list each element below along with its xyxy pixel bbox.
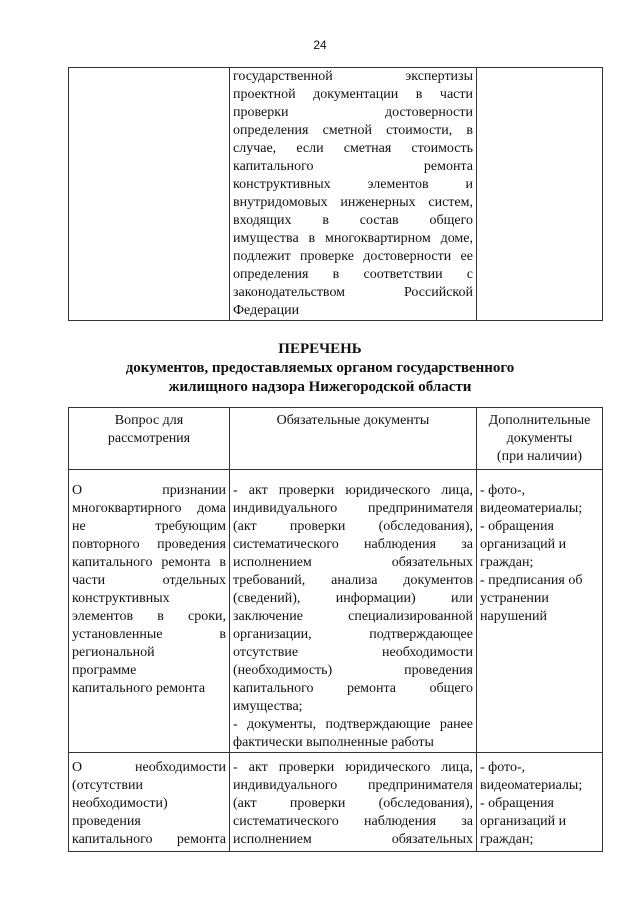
text-line: многоквартирного дома [72, 501, 226, 516]
text-line: систематического наблюдения за [233, 814, 473, 829]
text-line: государственной экспертизы [233, 69, 473, 84]
heading-line: жилищного надзора Нижегородской области [168, 379, 472, 395]
text-line: элементов в сроки, [72, 609, 226, 624]
text-line: индивидуального предпринимателя [233, 501, 473, 516]
text-line: устранении [480, 591, 549, 606]
text-line: проведения [72, 814, 141, 829]
text-line: (сведений), информации) или [233, 591, 473, 606]
text-line: (акт проверки (обследования), [233, 519, 473, 534]
text-line: документы [506, 431, 573, 446]
text-line: - фото-, [480, 483, 526, 498]
text-line: организации, подтверждающее [233, 627, 473, 642]
text-line: нарушений [480, 609, 547, 624]
text-line: определения в соответствии с [233, 267, 473, 282]
text-line: видеоматериалы; [480, 778, 583, 793]
text-line: повторного проведения [72, 537, 226, 552]
text-line: требований, анализа документов [233, 573, 473, 588]
text-line: капитального ремонта [72, 681, 206, 696]
text-line: - обращения [480, 796, 554, 811]
text-line: граждан; [480, 555, 534, 570]
text-line: региональной [72, 645, 155, 660]
text-line: отсутствие необходимости [233, 645, 473, 660]
text-line: - предписания об [480, 573, 583, 588]
text-line: проектной документации в части [233, 87, 473, 102]
text-line: (акт проверки (обследования), [233, 796, 473, 811]
column-header-required [230, 408, 477, 470]
text-line: Федерации [233, 303, 300, 318]
additional-docs-cell [477, 470, 603, 753]
continuation-cell-right [477, 68, 603, 321]
text-line: не требующим [72, 519, 226, 534]
text-line: индивидуального предпринимателя [233, 778, 473, 793]
text-line: проверки достоверности [233, 105, 473, 120]
text-line: установленные в [72, 627, 226, 642]
text-line: Вопрос для [114, 413, 184, 428]
text-line: капитального ремонта [233, 159, 473, 174]
text-line: входящих в состав общего [233, 213, 473, 228]
text-line: организаций и [480, 537, 567, 552]
text-line: имущества; [233, 699, 303, 714]
text-line: (отсутствии [72, 778, 144, 793]
text-line: Дополнительные [488, 413, 591, 428]
heading-line: документов, предоставляемых органом государственного [125, 360, 515, 376]
text-line: внутридомовых инженерных систем, [233, 195, 473, 210]
text-line: О необходимости [72, 760, 226, 775]
text-line: исполнением обязательных [233, 555, 473, 570]
text-line: систематического наблюдения за [233, 537, 473, 552]
question-cell [69, 753, 230, 852]
table-row [69, 470, 603, 753]
text-line: фактически выполненные работы [233, 735, 434, 750]
list-heading [0, 340, 640, 397]
text-line: - документы, подтверждающие ранее [233, 717, 473, 732]
text-line: определения сметной стоимости, в [233, 123, 473, 138]
additional-docs-cell [477, 753, 603, 852]
text-line: части отдельных [72, 573, 226, 588]
required-docs-cell [230, 753, 477, 852]
text-line: - акт проверки юридического лица, [233, 760, 473, 775]
text-line: - акт проверки юридического лица, [233, 483, 473, 498]
table-header-row [69, 408, 603, 470]
text-line: исполнением обязательных [233, 832, 473, 847]
text-line: (при наличии) [496, 449, 583, 464]
text-line: конструктивных [72, 591, 170, 606]
text-line: Обязательные документы [276, 413, 430, 428]
text-line: подлежит проверке достоверности ее [233, 249, 473, 264]
documents-table [68, 407, 603, 852]
page-number: 24 [313, 38, 327, 52]
table-row [69, 68, 603, 321]
required-docs-cell [230, 470, 477, 753]
text-line: имущества в многоквартирном доме, [233, 231, 473, 246]
text-line: необходимости) [72, 796, 168, 811]
text-line: случае, если сметная стоимость [233, 141, 473, 156]
text-line: организаций и [480, 814, 567, 829]
heading-title: ПЕРЕЧЕНЬ [278, 341, 362, 357]
continuation-cell-middle [230, 68, 477, 321]
text-line: капитального ремонта общего [233, 681, 473, 696]
text-line: граждан; [480, 832, 534, 847]
text-line: рассмотрения [107, 431, 191, 446]
text-line: видеоматериалы; [480, 501, 583, 516]
question-cell [69, 470, 230, 753]
text-line: конструктивных элементов и [233, 177, 473, 192]
text-line: - обращения [480, 519, 554, 534]
text-line: - фото-, [480, 760, 526, 775]
text-line: (необходимость) проведения [233, 663, 473, 678]
text-line: О признании [72, 483, 226, 498]
continuation-table [68, 67, 603, 321]
column-header-additional [477, 408, 603, 470]
text-line: капитального ремонта в [72, 555, 226, 570]
continuation-cell-left [69, 68, 230, 321]
text-line: капитального ремонта [72, 832, 226, 847]
column-header-question [69, 408, 230, 470]
text-line: законодательством Российской [233, 285, 473, 300]
text-line: программе [72, 663, 137, 678]
text-line: заключение специализированной [233, 609, 473, 624]
table-row [69, 753, 603, 852]
